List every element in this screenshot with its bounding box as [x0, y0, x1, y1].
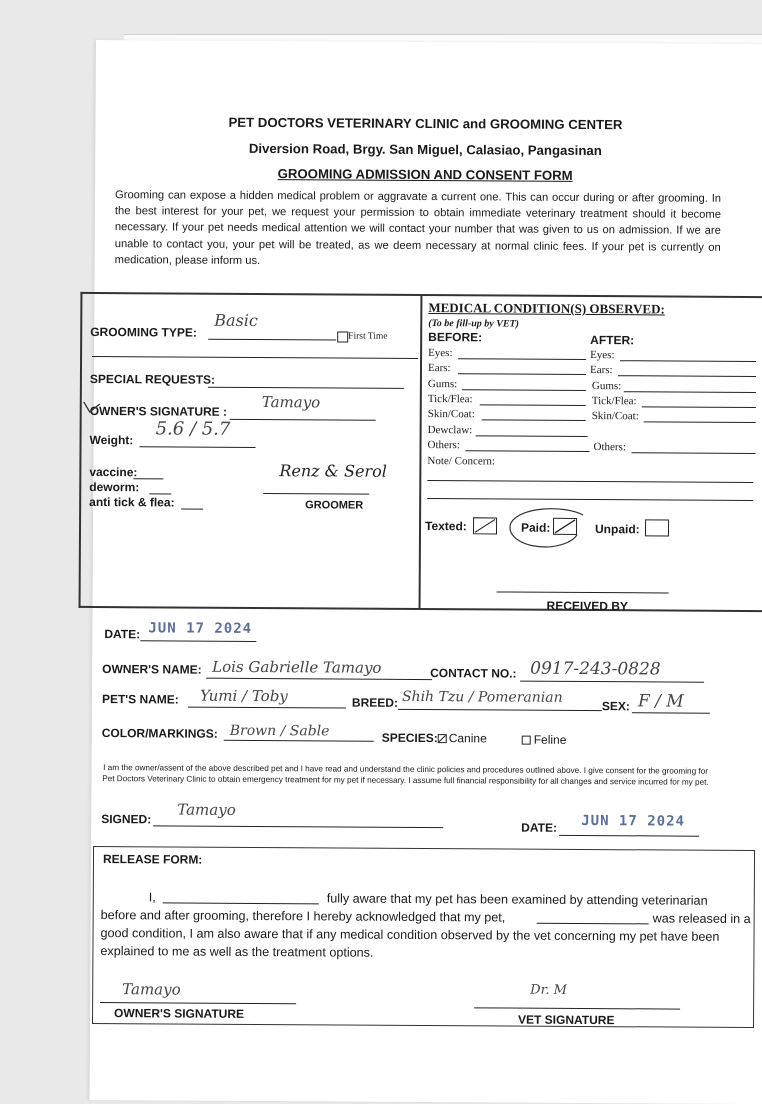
canine-label: Canine — [448, 731, 487, 746]
vaccine-label: vaccine: — [89, 464, 138, 480]
feline-label: Feline — [533, 732, 567, 747]
release-title: RELEASE FORM: — [102, 852, 203, 867]
consent-date-label: DATE: — [521, 820, 558, 835]
groomer-name: Renz & Serol — [279, 461, 387, 481]
form-title: GROOMING ADMISSION AND CONSENT FORM — [277, 166, 573, 183]
unpaid-label: Unpaid: — [594, 522, 640, 537]
canine-checkbox[interactable] — [438, 734, 447, 743]
clinic-address: Diversion Road, Brgy. San Miguel, Calasiao, Pangasinan — [248, 140, 602, 159]
species-label: SPECIES: — [381, 730, 438, 746]
texted-checkbox[interactable] — [473, 517, 497, 534]
signed-value: Tamayo — [177, 800, 236, 819]
vaccine-line[interactable] — [133, 478, 163, 479]
consent-form-page — [90, 40, 762, 1104]
after-tick-label: Tick/Flea: — [591, 395, 637, 408]
grooming-type-label: GROOMING TYPE: — [90, 324, 197, 340]
paid-circle-mark — [503, 504, 587, 553]
color-value[interactable]: Brown / Sable — [229, 722, 330, 740]
pet-name-value[interactable]: Yumi / Toby — [199, 686, 288, 706]
anti-tick-label: anti tick & flea: — [89, 494, 175, 510]
consent-date-stamp[interactable]: JUN 17 2024 — [581, 812, 686, 830]
special-requests-label: SPECIAL REQUESTS: — [89, 371, 216, 387]
medical-subtitle: (To be fill-up by VET) — [428, 318, 520, 330]
color-line — [224, 740, 374, 742]
deworm-label: deworm: — [89, 479, 140, 495]
anti-tick-line[interactable] — [181, 509, 203, 510]
canine-check-icon — [439, 735, 446, 742]
contact-line — [520, 681, 704, 683]
vet-signature-value: Dr. M — [530, 982, 568, 998]
first-time-label: First Time — [348, 331, 388, 342]
signed-label: SIGNED: — [101, 812, 152, 827]
weight-value[interactable]: 5.6 / 5.7 — [155, 418, 231, 440]
after-others-label: Others: — [593, 441, 626, 454]
before-skin-label: Skin/Coat: — [427, 408, 475, 421]
release-i: I, — [148, 890, 156, 905]
owner-name-label: OWNER'S NAME: — [102, 662, 202, 677]
consent-date-line — [559, 835, 699, 837]
clinic-name: PET DOCTORS VETERINARY CLINIC and GROOMING CENTER — [228, 114, 623, 133]
paid-label: Paid: — [520, 520, 551, 535]
release-line-3: good condition, I am also aware that if any medical condition observed by the vet concerning my pet have been — [100, 926, 720, 944]
release-owner-signature-label: OWNER'S SIGNATURE — [114, 1006, 245, 1021]
medical-title: MEDICAL CONDITION(S) OBSERVED: — [428, 300, 665, 317]
pet-name-line — [188, 707, 346, 709]
unpaid-checkbox[interactable] — [645, 519, 669, 536]
before-label: BEFORE: — [428, 330, 483, 345]
before-dewclaw-label: Dewclaw: — [427, 424, 473, 437]
after-label: AFTER: — [590, 333, 635, 348]
before-tick-label: Tick/Flea: — [427, 393, 473, 406]
sex-value[interactable]: F / M — [637, 691, 684, 712]
after-ears-label: Ears: — [589, 364, 613, 377]
breed-value[interactable]: Shih Tzu / Pomeranian — [401, 688, 563, 706]
owner-signature-label: OWNER'S SIGNATURE : — [89, 403, 228, 419]
note-concern-label: Note/ Concern: — [427, 455, 495, 468]
release-owner-signature-value: Tamayo — [122, 980, 181, 999]
deworm-line[interactable] — [149, 493, 171, 494]
date-line — [140, 640, 256, 642]
breed-line — [398, 709, 602, 711]
received-by-label: RECEIVED BY — [546, 598, 628, 614]
date-stamp[interactable]: JUN 17 2024 — [148, 620, 253, 637]
grooming-type-value[interactable]: Basic — [214, 310, 258, 330]
checkmark-icon — [82, 400, 102, 414]
signed-line[interactable] — [153, 825, 443, 828]
first-time-checkbox[interactable] — [337, 331, 348, 342]
release-line-2a: before and after grooming, therefore I hereby acknowledged that my pet, — [100, 908, 506, 925]
before-gums-label: Gums: — [427, 378, 458, 391]
contact-value[interactable]: 0917-243-0828 — [530, 658, 661, 680]
intro-paragraph: Grooming can expose a hidden medical problem or aggravate a current one. This can occur during or after grooming. In the best interest for your pet, we request your permission to obtain immediate veterinary treatment should it become necessary. If your pet needs medical attention we will contact your number that was given to us on admission. If we are unable to contact you, your pet will be treated, as we deem necessary at normal clinic fees. If your pet is currently on medication, please inform us. — [114, 189, 722, 267]
sex-line — [632, 712, 710, 713]
date-label: DATE: — [104, 627, 141, 642]
after-gums-label: Gums: — [591, 380, 622, 393]
owner-signature-scribble: Tamayo — [261, 393, 321, 412]
after-skin-label: Skin/Coat: — [591, 410, 639, 423]
release-line-1: fully aware that my pet has been examined by attending veterinarian — [326, 891, 708, 908]
release-line-4: explained to me as well as the treatment options. — [100, 944, 374, 960]
sex-label: SEX: — [601, 699, 630, 714]
groomer-label: GROOMER — [305, 499, 364, 512]
breed-label: BREED: — [351, 695, 399, 710]
texted-check-icon — [474, 518, 496, 533]
pet-name-label: PET'S NAME: — [101, 692, 179, 707]
after-eyes-label: Eyes: — [590, 349, 615, 362]
owner-name-line — [206, 678, 432, 680]
contact-label: CONTACT NO.: — [430, 666, 517, 681]
vet-signature-label: VET SIGNATURE — [517, 1012, 615, 1028]
release-line-2b: was released in a — [652, 911, 751, 927]
weight-label: Weight: — [89, 432, 134, 448]
owner-name-value[interactable]: Lois Gabrielle Tamayo — [212, 657, 382, 677]
color-label: COLOR/MARKINGS: — [101, 726, 218, 741]
consent-text: I am the owner/assent of the above described pet and I have read and understand the clinic policies and procedures outlined above. I give consent for the grooming for Pet Doctors Veterinary Clinic to obtain emergency treatment for my pet if necessary. I assume full financial responsibility for all changes and service incurred for my pet. — [102, 763, 709, 787]
before-ears-label: Ears: — [427, 362, 451, 375]
feline-checkbox[interactable] — [522, 736, 531, 745]
texted-label: Texted: — [424, 519, 467, 534]
before-others-label: Others: — [427, 439, 460, 452]
before-eyes-label: Eyes: — [428, 347, 453, 360]
